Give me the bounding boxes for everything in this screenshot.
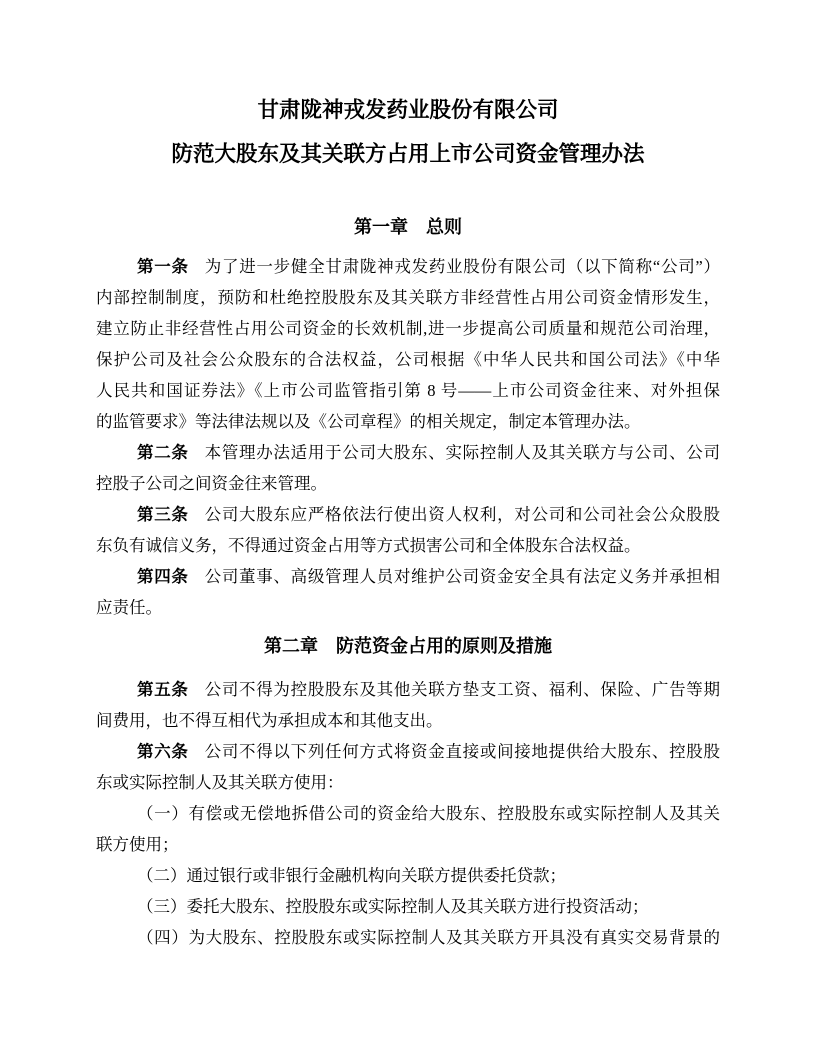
text-line: （二）通过银行或非银行金融机构向关联方提供委托贷款；	[137, 866, 566, 885]
text-line: 第四条 公司董事、高级管理人员对维护公司资金安全具有法定义务并承担相	[137, 567, 720, 586]
text-line: （三）委托大股东、控股股东或实际控制人及其关联方进行投资活动；	[137, 897, 649, 916]
article-5	[96, 674, 720, 736]
article-number-label: 第四条	[137, 567, 189, 586]
text-line: 第五条 公司不得为控股股东及其他关联方垫支工资、福利、保险、广告等期	[137, 680, 720, 699]
article-number-label: 第二条	[137, 443, 189, 462]
article-number-label: 第五条	[137, 680, 189, 699]
text-line: （四）为大股东、控股股东或实际控制人及其关联方开具没有真实交易背景的	[137, 928, 720, 947]
text-line: 东或实际控制人及其关联方使用：	[96, 773, 344, 792]
article-number-label: 第三条	[137, 505, 189, 524]
text-line: 人民共和国证券法》《上市公司监管指引第 8 号——上市公司资金往来、对外担保	[96, 381, 720, 400]
article-number-label: 第一条	[137, 257, 189, 276]
document-body	[96, 212, 720, 953]
text-line: 内部控制制度，预防和杜绝控股股东及其关联方非经营性占用公司资金情形发生，	[96, 288, 720, 307]
article-1	[96, 251, 720, 437]
text-line: 应责任。	[96, 598, 162, 617]
text-line: 第三条 公司大股东应严格依法行使出资人权利，对公司和公司社会公众股股	[137, 505, 720, 524]
text-line: 联方使用；	[96, 835, 179, 854]
text-line: 的监管要求》等法律法规以及《公司章程》的相关规定，制定本管理办法。	[96, 412, 641, 431]
text-line: 第二条 本管理办法适用于公司大股东、实际控制人及其关联方与公司、公司	[137, 443, 720, 462]
text-line: 间费用，也不得互相代为承担成本和其他支出。	[96, 711, 443, 730]
text-line: 东负有诚信义务，不得通过资金占用等方式损害公司和全体股东合法权益。	[96, 536, 641, 555]
clause-item-3	[96, 891, 720, 922]
article-number-label: 第六条	[137, 742, 189, 761]
text-line: 保护公司及社会公众股东的合法权益，公司根据《中华人民共和国公司法》《中华	[96, 350, 720, 369]
text-line: 第六条 公司不得以下列任何方式将资金直接或间接地提供给大股东、控股股	[137, 742, 720, 761]
text-line: 第一条 为了进一步健全甘肃陇神戎发药业股份有限公司（以下简称“公司”）	[137, 257, 720, 276]
text-line: 控股子公司之间资金往来管理。	[96, 474, 327, 493]
article-2	[96, 437, 720, 499]
clause-item-1	[96, 798, 720, 860]
article-3	[96, 499, 720, 561]
clause-item-2	[96, 860, 720, 891]
article-6	[96, 736, 720, 798]
chapter-2-heading: 第二章 防范资金占用的原则及措施	[264, 636, 552, 656]
text-line: 建立防止非经营性占用公司资金的长效机制,进一步提高公司质量和规范公司治理，	[96, 319, 720, 338]
article-4	[96, 561, 720, 623]
text-line: （一）有偿或无偿地拆借公司的资金给大股东、控股股东或实际控制人及其关	[137, 804, 720, 823]
clause-item-4	[96, 922, 720, 953]
chapter-1-heading: 第一章 总则	[354, 217, 462, 237]
document-title-line-2: 防范大股东及其关联方占用上市公司资金管理办法	[171, 142, 645, 166]
document-title-line-1: 甘肃陇神戎发药业股份有限公司	[257, 98, 559, 122]
